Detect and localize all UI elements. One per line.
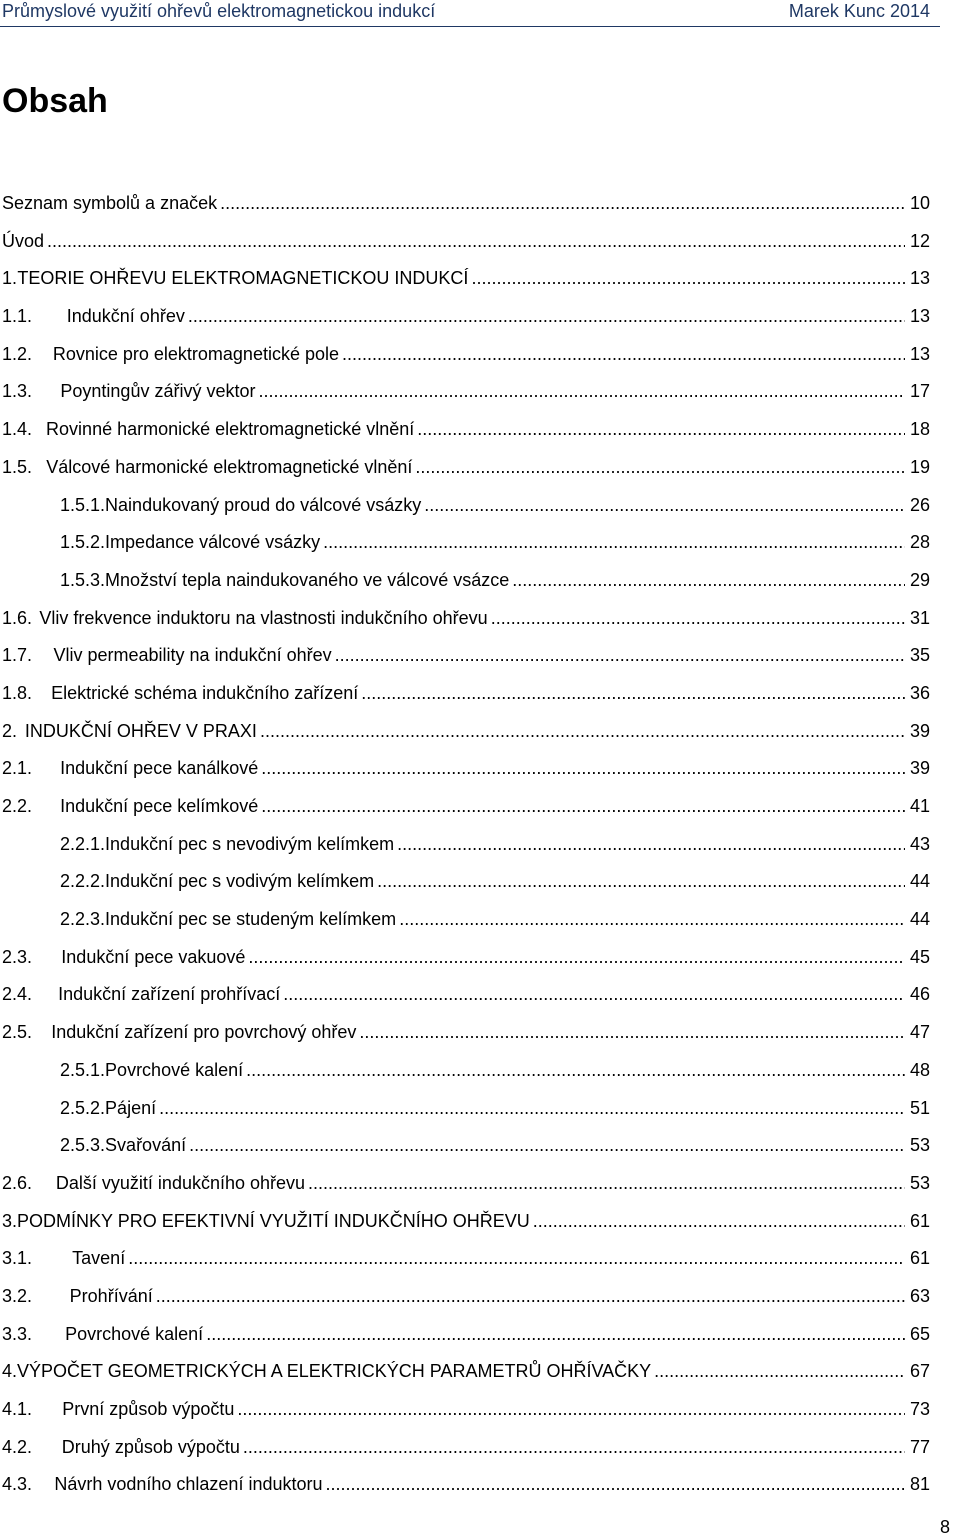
- toc-dot-leader: [417, 411, 905, 449]
- toc-entry[interactable]: [0, 939, 930, 977]
- toc-entry-number: 2.2.1.: [60, 833, 106, 854]
- toc-dot-leader: [237, 1391, 905, 1429]
- toc-entry[interactable]: [0, 637, 930, 675]
- toc-entry-page: 39: [909, 758, 930, 779]
- toc-dot-leader: [512, 562, 905, 600]
- toc-entry-page: 12: [909, 230, 930, 251]
- toc-dot-leader: [206, 1316, 905, 1354]
- toc-entry-label: Úvod: [2, 230, 45, 251]
- toc-entry-label: Impedance válcové vsázky: [105, 532, 321, 553]
- toc-entry-page: 13: [909, 306, 930, 327]
- toc-entry-page: 53: [909, 1172, 930, 1193]
- toc-entry-number: 4.3.: [2, 1474, 33, 1495]
- toc-entry-number: 4.: [2, 1361, 18, 1382]
- toc-dot-leader: [261, 750, 905, 788]
- toc-dot-leader: [471, 260, 905, 298]
- toc-entry-page: 61: [909, 1248, 930, 1269]
- toc-entry[interactable]: [0, 1391, 930, 1429]
- toc-entry[interactable]: [0, 223, 930, 261]
- toc-entry-label: Pájení: [105, 1097, 157, 1118]
- toc-entry[interactable]: [0, 1240, 930, 1278]
- toc-entry[interactable]: [0, 901, 930, 939]
- toc-entry-page: 36: [909, 682, 930, 703]
- toc-entry-number: 1.4.: [2, 419, 33, 440]
- toc-entry-page: 44: [909, 909, 930, 930]
- toc-entry-page: 10: [909, 193, 930, 213]
- toc-entry-page: 81: [909, 1474, 930, 1495]
- toc-entry[interactable]: [0, 1052, 930, 1090]
- toc-dot-leader: [326, 1466, 906, 1504]
- toc-entry[interactable]: [0, 260, 930, 298]
- toc-entry-page: 41: [909, 796, 930, 816]
- toc-heading: Obsah: [2, 82, 108, 120]
- toc-entry-number: 2.5.3.: [60, 1135, 106, 1156]
- toc-entry-page: 44: [909, 871, 930, 892]
- toc-entry-label: Indukční pec s nevodivým kelímkem: [105, 833, 395, 854]
- toc-entry[interactable]: [0, 1466, 930, 1504]
- toc-entry[interactable]: [0, 1203, 930, 1241]
- toc-entry-page: 35: [909, 645, 930, 666]
- toc-entry-number: 1.2.: [2, 343, 33, 364]
- toc-entry[interactable]: [0, 713, 930, 751]
- toc-dot-leader: [159, 1090, 905, 1128]
- toc-entry-number: 2.: [2, 720, 18, 741]
- toc-dot-leader: [323, 524, 905, 562]
- toc-dot-leader: [47, 223, 905, 261]
- toc-entry-page: 13: [909, 268, 930, 289]
- toc-entry-label: INDUKČNÍ OHŘEV V PRAXI: [24, 720, 257, 741]
- toc-entry-label: Návrh vodního chlazení induktoru: [54, 1474, 323, 1495]
- toc-entry-page: 63: [909, 1285, 930, 1306]
- toc-entry[interactable]: [0, 863, 930, 901]
- toc-entry-page: 46: [909, 984, 930, 1005]
- toc-entry-number: 1.5.2.: [60, 532, 106, 553]
- toc-dot-leader: [189, 1127, 905, 1165]
- toc-dot-leader: [243, 1429, 905, 1467]
- toc-dot-leader: [361, 675, 905, 713]
- toc-dot-leader: [342, 336, 905, 374]
- toc-dot-leader: [491, 600, 905, 638]
- toc-dot-leader: [283, 976, 905, 1014]
- toc-entry-page: 77: [909, 1436, 930, 1457]
- toc-entry-number: 2.5.: [2, 1022, 33, 1043]
- toc-entry-label: Indukční ohřev: [66, 306, 185, 327]
- toc-entry-label: Rovinné harmonické elektromagnetické vlnění: [46, 419, 415, 440]
- toc-entry[interactable]: [0, 373, 930, 411]
- page-number: 8: [939, 1517, 950, 1537]
- toc-entry-number: 2.5.2.: [60, 1097, 106, 1118]
- toc-entry-number: 2.2.: [2, 796, 33, 816]
- toc-entry-number: 3.1.: [2, 1248, 33, 1269]
- toc-entry-number: 3.: [2, 1210, 18, 1231]
- toc-entry-label: Povrchové kalení: [105, 1059, 244, 1080]
- toc-entry-label: Elektrické schéma indukčního zařízení: [51, 682, 359, 703]
- toc-dot-leader: [128, 1240, 905, 1278]
- toc-entry[interactable]: [0, 1090, 930, 1128]
- toc-entry-label: Vliv permeability na indukční ohřev: [53, 645, 332, 666]
- toc-entry-page: 45: [909, 946, 930, 967]
- toc-entry-page: 13: [909, 343, 930, 364]
- document-title: Průmyslové využití ohřevů elektromagnetickou indukcí: [2, 1, 436, 21]
- toc-entry[interactable]: [0, 185, 930, 223]
- toc-entry-page: 43: [909, 833, 930, 854]
- toc-entry-page: 18: [909, 419, 930, 440]
- toc-entry[interactable]: [0, 411, 930, 449]
- toc-entry-number: 1.6.: [2, 607, 33, 628]
- toc-dot-leader: [399, 901, 905, 939]
- toc-dot-leader: [220, 185, 905, 223]
- toc-entry-page: 31: [909, 607, 930, 628]
- toc-entry[interactable]: [0, 600, 930, 638]
- toc-entry-label: Druhý způsob výpočtu: [61, 1436, 240, 1457]
- toc-entry-label: Tavení: [72, 1248, 126, 1269]
- toc-entry[interactable]: [0, 298, 930, 336]
- toc-entry[interactable]: [0, 1165, 930, 1203]
- toc-entry-number: 4.1.: [2, 1399, 33, 1419]
- toc-entry-label: PODMÍNKY PRO EFEKTIVNÍ VYUŽITÍ INDUKČNÍHO OHŘEVU: [17, 1210, 530, 1231]
- toc-entry-number: 1.5.: [2, 456, 33, 477]
- toc-dot-leader: [654, 1353, 905, 1391]
- toc-entry-page: 28: [909, 532, 930, 553]
- toc-entry-page: 19: [909, 456, 930, 477]
- toc-dot-leader: [188, 298, 905, 336]
- toc-entry-label: Poyntingův zářivý vektor: [60, 381, 256, 402]
- toc-entry-page: 67: [909, 1361, 930, 1382]
- toc-entry-label: Indukční pece vakuové: [61, 946, 246, 967]
- toc-entry-label: Další využití indukčního ohřevu: [55, 1172, 306, 1193]
- toc-entry-label: Indukční pece kelímkové: [60, 796, 259, 816]
- toc-entry-page: 39: [909, 720, 930, 741]
- toc-dot-leader: [359, 1014, 905, 1052]
- toc-entry-label: Indukční pec se studeným kelímkem: [105, 909, 397, 930]
- toc-dot-leader: [248, 939, 905, 977]
- toc-entry-number: 2.5.1.: [60, 1059, 106, 1080]
- toc-entry-number: 3.3.: [2, 1323, 33, 1344]
- toc-entry-page: 47: [909, 1022, 930, 1043]
- toc-entry-number: 1.3.: [2, 381, 33, 402]
- toc-entry-number: 1.7.: [2, 645, 33, 666]
- toc-entry-page: 61: [909, 1210, 930, 1231]
- toc-entry[interactable]: [0, 336, 930, 374]
- toc-entry[interactable]: [0, 788, 930, 826]
- toc-entry-label: První způsob výpočtu: [62, 1399, 235, 1419]
- toc-entry[interactable]: [0, 562, 930, 600]
- toc-entry[interactable]: [0, 976, 930, 1014]
- toc-dot-leader: [533, 1203, 905, 1241]
- toc-entry-page: 73: [909, 1399, 930, 1419]
- toc-entry-number: 2.6.: [2, 1172, 33, 1193]
- toc-entry-number: 2.2.2.: [60, 871, 106, 892]
- toc-entry-label: Vliv frekvence induktoru na vlastnosti indukčního ohřevu: [39, 607, 488, 628]
- toc-entry-number: 3.2.: [2, 1285, 33, 1306]
- toc-dot-leader: [397, 826, 905, 864]
- toc-entry-label: VÝPOČET GEOMETRICKÝCH A ELEKTRICKÝCH PARAMETRŮ OHŘÍVAČKY: [17, 1361, 652, 1382]
- toc-entry-number: 2.4.: [2, 984, 33, 1005]
- toc-entry[interactable]: [0, 487, 930, 525]
- toc-entry-page: 17: [909, 381, 930, 402]
- toc-entry[interactable]: [0, 1353, 930, 1391]
- toc-entry-page: 26: [909, 494, 930, 515]
- toc-dot-leader: [308, 1165, 905, 1203]
- toc-entry-number: 2.1.: [2, 758, 33, 779]
- toc-entry[interactable]: [0, 826, 930, 864]
- toc-entry-label: Množství tepla naindukovaného ve válcové vsázce: [105, 569, 510, 590]
- toc-entry-label: Rovnice pro elektromagnetické pole: [52, 343, 339, 364]
- toc-entry-number: 1.8.: [2, 682, 33, 703]
- toc-entry-label: Indukční pec s vodivým kelímkem: [105, 871, 375, 892]
- toc-entry[interactable]: [0, 1278, 930, 1316]
- toc-entry[interactable]: [0, 675, 930, 713]
- toc-entry-number: 4.2.: [2, 1436, 33, 1457]
- toc-entry-number: 1.5.3.: [60, 569, 106, 590]
- toc-entry-page: 53: [909, 1135, 930, 1156]
- toc-entry-page: 48: [909, 1059, 930, 1080]
- toc-entry-label: Naindukovaný proud do válcové vsázky: [105, 494, 422, 515]
- toc-entry-label: Indukční zařízení pro povrchový ohřev: [51, 1022, 357, 1043]
- toc-entry[interactable]: [0, 524, 930, 562]
- toc-entry[interactable]: [0, 449, 930, 487]
- toc-entry-label: Svařování: [105, 1135, 187, 1156]
- toc-entry-number: 1.1.: [2, 306, 33, 327]
- toc-dot-leader: [424, 487, 905, 525]
- toc-entry-number: 2.2.3.: [60, 909, 106, 930]
- toc-dot-leader: [258, 373, 905, 411]
- toc-dot-leader: [156, 1278, 905, 1316]
- table-of-contents: [0, 185, 930, 1504]
- toc-entry[interactable]: [0, 1316, 930, 1354]
- toc-dot-leader: [415, 449, 905, 487]
- toc-entry-label: Seznam symbolů a značek: [2, 193, 218, 213]
- toc-dot-leader: [335, 637, 905, 675]
- author-year: Marek Kunc 2014: [788, 1, 930, 21]
- toc-entry[interactable]: [0, 1127, 930, 1165]
- toc-dot-leader: [260, 713, 905, 751]
- toc-entry-page: 65: [909, 1323, 930, 1344]
- toc-entry[interactable]: [0, 750, 930, 788]
- page-header: [0, 0, 940, 27]
- toc-entry[interactable]: [0, 1429, 930, 1467]
- toc-entry-label: Indukční zařízení prohřívací: [58, 984, 281, 1005]
- toc-dot-leader: [377, 863, 905, 901]
- toc-entry-number: 1.5.1.: [60, 494, 106, 515]
- toc-entry-number: 2.3.: [2, 946, 33, 967]
- toc-entry-label: TEORIE OHŘEVU ELEKTROMAGNETICKOU INDUKCÍ: [17, 268, 469, 289]
- toc-entry-label: Indukční pece kanálkové: [60, 758, 259, 779]
- toc-dot-leader: [246, 1052, 905, 1090]
- toc-entry-label: Válcové harmonické elektromagnetické vlnění: [46, 456, 413, 477]
- toc-dot-leader: [261, 788, 905, 826]
- toc-entry-page: 51: [909, 1097, 930, 1118]
- toc-entry-label: Povrchové kalení: [65, 1323, 204, 1344]
- toc-entry-number: 1.: [2, 268, 18, 289]
- toc-entry[interactable]: [0, 1014, 930, 1052]
- toc-entry-label: Prohřívání: [69, 1285, 153, 1306]
- toc-entry-page: 29: [909, 569, 930, 590]
